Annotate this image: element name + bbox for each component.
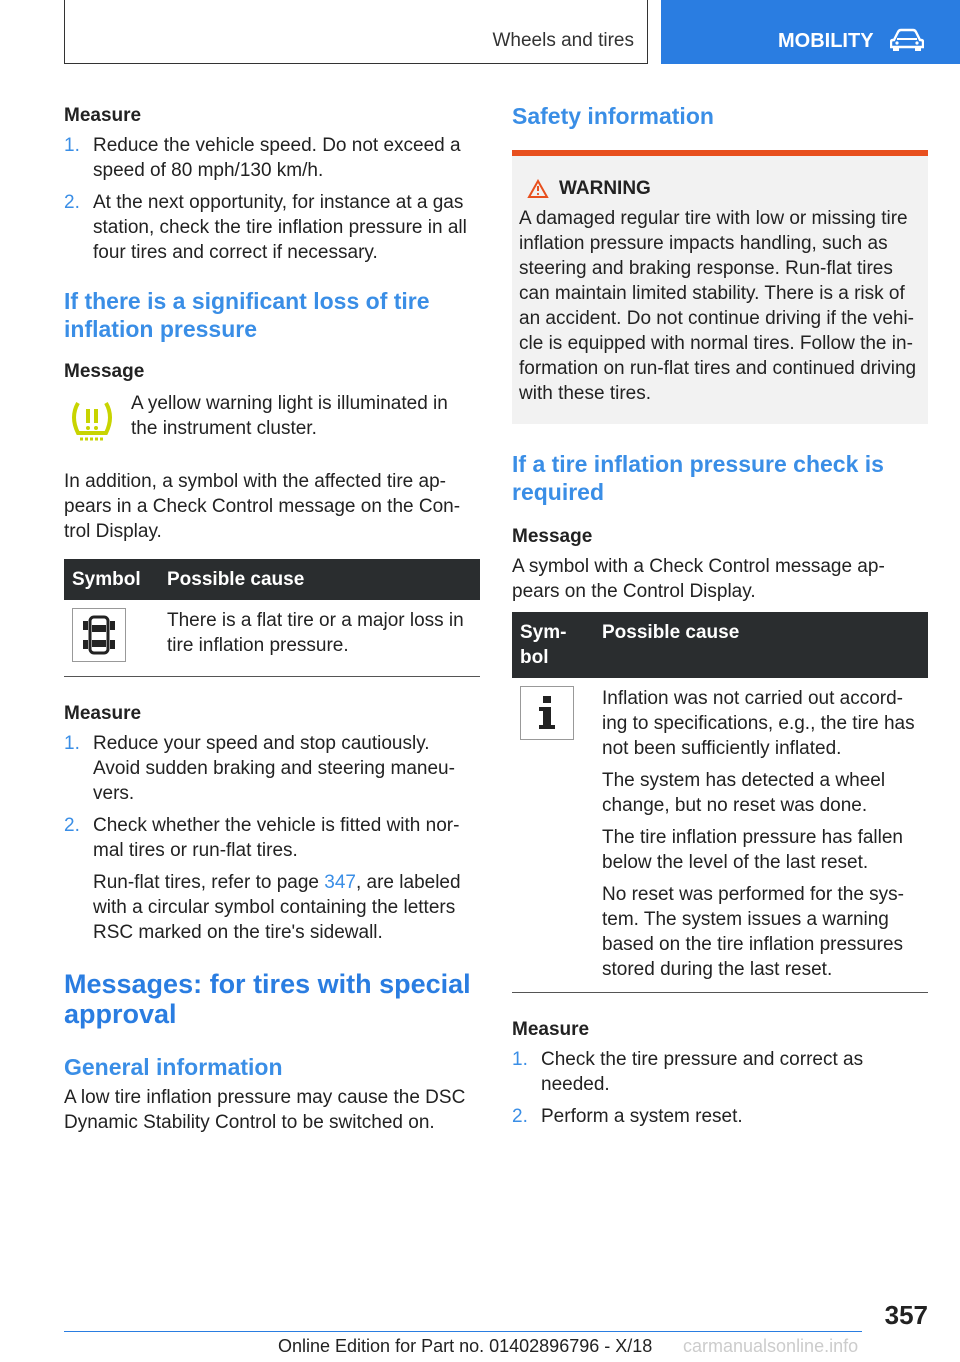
symbol-table bbox=[512, 612, 928, 993]
list-item: 2. Check whether the vehicle is fitted with nor-mal tires or run-flat tires. bbox=[64, 815, 460, 861]
flat-tire-car-icon bbox=[72, 608, 126, 662]
measure-heading: Measure bbox=[64, 105, 142, 126]
header-section-title: Wheels and tires bbox=[492, 30, 634, 51]
info-icon bbox=[520, 686, 574, 740]
edition-text: Online Edition for Part no. 01402896796 - X/18 bbox=[278, 1336, 653, 1356]
message-heading: Message bbox=[512, 526, 593, 547]
section-heading: Safety information bbox=[512, 103, 714, 129]
warning-light-text: A yellow warning light is illuminated in the instrument cluster. bbox=[131, 393, 448, 439]
general-text: A low tire inflation pressure may cause the DSC Dynamic Stability Control to be switched on. bbox=[64, 1087, 466, 1133]
measure-heading: Measure bbox=[64, 703, 142, 724]
list-item: 2. At the next opportunity, for instance at a gas station, check the tire inflation pressure in all four tires and correct if necessary. bbox=[64, 192, 467, 263]
cause-text: No reset was performed for the sys-tem. The system issues a warning based on the tire inflation pressures stored during the last reset. bbox=[602, 884, 904, 980]
measure-steps bbox=[64, 133, 480, 265]
warning-text: A damaged regular tire with low or missing tire inflation pressure impacts handling, such as steering and braking response. Run-flat tires can maintain limited stability. There is a risk of an accident. Do not continue driving if the vehi-cle is equipped with normal tires. Follow the in-formation on run-flat tires and continued driving with these tires. bbox=[519, 208, 917, 404]
col-cause: Possible cause bbox=[159, 559, 480, 600]
message-text: A symbol with a Check Control message ap-pears on the Control Display. bbox=[512, 556, 885, 602]
page-number: 357 bbox=[884, 1300, 928, 1330]
tpms-warning-icon bbox=[68, 399, 116, 445]
warning-label: WARNING bbox=[559, 178, 651, 199]
right-column bbox=[512, 102, 928, 1136]
runflat-text: Run-flat tires, refer to page 347, are labeled with a circular symbol containing the letters RSC marked on the tire's sidewall. bbox=[93, 872, 461, 943]
page-link[interactable]: 347 bbox=[324, 872, 356, 893]
list-item: 1. Check the tire pressure and correct as needed. bbox=[512, 1049, 864, 1095]
symbol-table bbox=[64, 559, 480, 677]
col-symbol: Symbol bbox=[64, 559, 159, 600]
cause-text: There is a flat tire or a major loss in tire inflation pressure. bbox=[167, 610, 464, 656]
warning-box bbox=[512, 150, 928, 424]
cause-text: Inflation was not carried out accord-ing to specifications, e.g., the tire has not been sufficiently inflated. bbox=[602, 688, 915, 759]
car-icon bbox=[890, 28, 924, 52]
table-row bbox=[512, 678, 928, 993]
list-item: 1. Reduce the vehicle speed. Do not exceed a speed of 80 mph/130 km/h. bbox=[64, 135, 461, 181]
list-item: 1. Reduce your speed and stop cautiously. Avoid sudden braking and steering maneu-vers. bbox=[64, 733, 455, 804]
left-column bbox=[64, 105, 480, 1135]
message-heading: Message bbox=[64, 361, 145, 382]
watermark: carmanualsonline.info bbox=[683, 1336, 859, 1356]
list-item: 2. Perform a system reset. bbox=[512, 1106, 743, 1127]
section-heading: Messages: for tires with special approval bbox=[64, 969, 471, 1029]
section-heading: If there is a significant loss of tire inflation pressure bbox=[64, 288, 430, 342]
footer-rule bbox=[64, 1331, 862, 1332]
measure-heading: Measure bbox=[512, 1019, 590, 1040]
cause-text: The system has detected a wheel change, but no reset was done. bbox=[602, 770, 886, 816]
col-cause: Possible cause bbox=[594, 612, 928, 678]
header-chapter-label: MOBILITY bbox=[778, 30, 874, 52]
addition-text: In addition, a symbol with the affected tire ap-pears in a Check Control message on the Con-trol Display. bbox=[64, 471, 461, 542]
header-chapter-tab bbox=[661, 0, 960, 64]
cause-text: The tire inflation pressure has fallen below the level of the last reset. bbox=[602, 827, 903, 873]
section-heading: If a tire inflation pressure check is required bbox=[512, 451, 884, 505]
col-symbol: Sym-bol bbox=[512, 612, 594, 678]
subsection-heading: General information bbox=[64, 1054, 283, 1080]
warning-triangle-icon bbox=[527, 179, 549, 199]
table-row bbox=[64, 600, 480, 677]
measure-steps bbox=[512, 1047, 928, 1129]
measure-steps bbox=[64, 731, 480, 863]
warning-light-block bbox=[64, 391, 480, 453]
